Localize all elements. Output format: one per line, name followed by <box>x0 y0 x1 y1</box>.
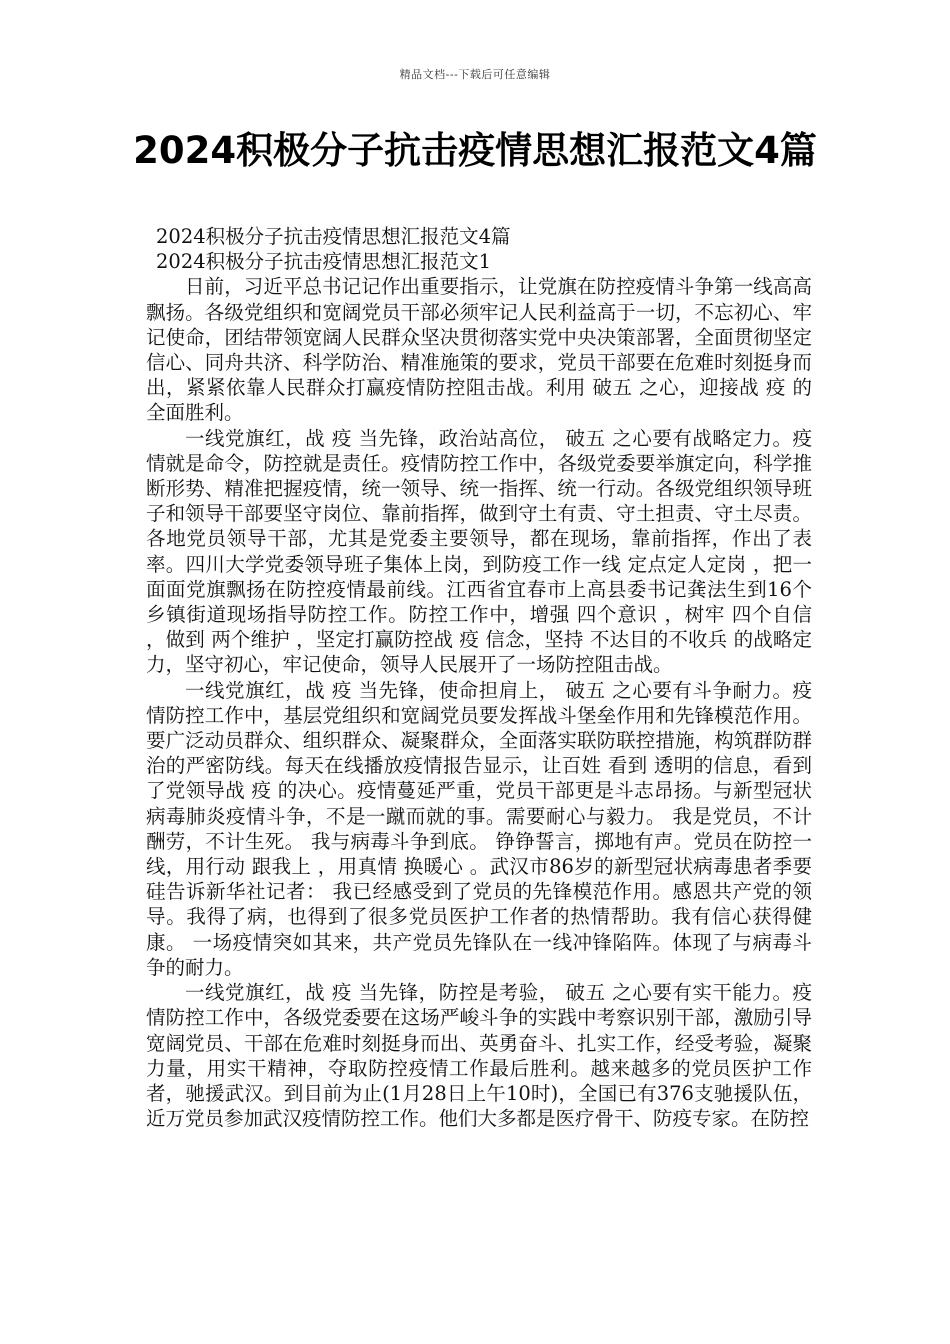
header-note: 精品文档---下载后可任意编辑 <box>399 68 551 81</box>
subtitle-article-1: 2024积极分子抗击疫情思想汇报范文1 <box>156 250 492 274</box>
document-body <box>146 224 812 1131</box>
document-title: 2024积极分子抗击疫情思想汇报范文4篇 <box>133 129 817 172</box>
subtitle-collection: 2024积极分子抗击疫情思想汇报范文4篇 <box>156 225 511 248</box>
paragraph-strategic-focus: 一线党旗红，战 疫 当先锋，政治站高位， 破五 之心要有战略定力。疫情就是命令，防控就是责任。疫情防控工作中，各级党委要举旗定向，科学推断形势、精准把握疫情，统一领导、统一指挥、统一行动。各级党组织领导班子和领导干部要坚守岗位、靠前指挥，做到守土有责、守土担责、守土尽责。各地党员领导干部，尤其是党委主要领导，都在现场，靠前指挥，作出了表率。四川大学党委领导班子集体上岗，到防疫工作一线 定点定人定岗 ，把一面面党旗飘扬在防控疫情最前线。江西省宜春市上高县委书记龚法生到16个乡镇街道现场指导防控工作。防控工作中，增强 四个意识 ，树牢 四个自信 ，做到 两个维护 ，坚定打赢防控战 疫 信念，坚持 不达目的不收兵 的战略定力，坚守初心，牢记使命，领导人民展开了一场防控阻击战。 <box>146 426 812 677</box>
paragraph-struggle-endurance: 一线党旗红，战 疫 当先锋，使命担肩上， 破五 之心要有斗争耐力。疫情防控工作中，基层党组织和宽阔党员要发挥战斗堡垒作用和先锋模范作用。要广泛动员群众、组织群众、凝聚群众，全面落实联防联控措施，构筑群防群治的严密防线。每天在线播放疫情报告显示，让百姓 看到 透明的信息，看到了党领导战 疫 的决心。疫情蔓延严重，党员干部更是斗志昂扬。与新型冠状病毒肺炎疫情斗争，不是一蹴而就的事。需要耐心与毅力。 我是党员，不计酬劳，不计生死。 我与病毒斗争到底。 铮铮誓言，掷地有声。党员在防控一线，用行动 跟我上 ，用真情 换暖心 。武汉市86岁的新型冠状病毒患者季要硅告诉新华社记者： 我已经感受到了党员的先锋模范作用。感恩共产党的领导。我得了病，也得到了很多党员医护工作者的热情帮助。我有信心获得健康。 一场疫情突如其来，共产党员先锋队在一线冲锋陷阵。体现了与病毒斗争的耐力。 <box>146 678 812 979</box>
paragraph-practical-ability: 一线党旗红，战 疫 当先锋，防控是考验， 破五 之心要有实干能力。疫情防控工作中，各级党委要在这场严峻斗争的实践中考察识别干部，激励引导宽阔党员、干部在危难时刻挺身而出、英勇奋斗、扎实工作，经受考验，凝聚力量，用实干精神，夺取防控疫情工作最后胜利。越来越多的党员医护工作者，驰援武汉。到目前为止(1月28日上午10时)，全国已有376支驰援队伍，近万党员参加武汉疫情防控工作。他们大多都是医疗骨干、防疫专家。在防控 <box>146 981 812 1131</box>
paragraph-intro: 日前，习近平总书记记作出重要指示，让党旗在防控疫情斗争第一线高高飘扬。各级党组织和宽阔党员干部必须牢记人民利益高于一切，不忘初心、牢记使命，团结带领宽阔人民群众坚决贯彻落实党中央决策部署，全面贯彻坚定信心、同舟共济、科学防治、精准施策的要求，党员干部要在危难时刻挺身而出，紧紧依靠人民群众打赢疫情防控阻击战。利用 破五 之心，迎接战 疫 的全面胜利。 <box>146 275 812 425</box>
